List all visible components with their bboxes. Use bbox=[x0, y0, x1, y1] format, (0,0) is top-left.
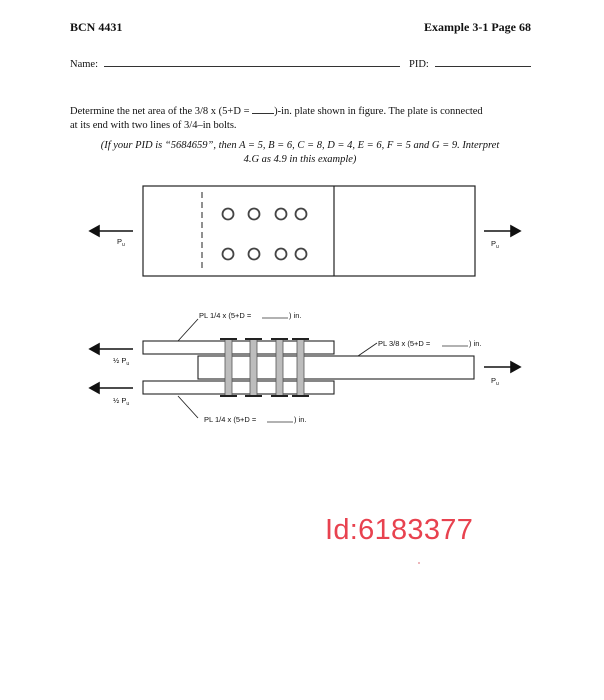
load-arrow-right-section-icon bbox=[484, 362, 520, 372]
bolt-hole bbox=[296, 209, 307, 220]
problem-line-1b: )-in. plate shown in figure. The plate is connected bbox=[274, 106, 483, 117]
half-load-label-top: ½ $P_u$ bbox=[113, 356, 130, 367]
main-plate bbox=[198, 356, 474, 379]
section-view bbox=[90, 311, 520, 424]
id-stamp: Id:6183377 bbox=[325, 514, 474, 546]
bolt-hole bbox=[223, 249, 234, 260]
leader-bottom-plate bbox=[178, 396, 198, 418]
bottom-plate-label-end: ) in. bbox=[294, 415, 307, 424]
main-plate-label: PL 3/8 x (5+D = bbox=[378, 339, 431, 348]
half-load-arrow-top-icon bbox=[90, 344, 133, 354]
bolt-hole bbox=[249, 209, 260, 220]
bolt-hole bbox=[249, 249, 260, 260]
half-load-label-bottom: ½ $P_u$ bbox=[113, 396, 130, 407]
main-plate-label-end: ) in. bbox=[469, 339, 482, 348]
load-label-right-section: $P_u$ bbox=[491, 376, 499, 387]
splice-plate-outline bbox=[143, 186, 475, 276]
name-label: Name: bbox=[70, 59, 98, 70]
course-code: BCN 4431 bbox=[70, 20, 123, 34]
top-plate-label-end: ) in. bbox=[289, 311, 302, 320]
bolt-hole bbox=[296, 249, 307, 260]
bottom-splice-plate bbox=[143, 381, 334, 394]
load-label-right: $P_u$ bbox=[491, 239, 499, 250]
bolt-hole bbox=[276, 209, 287, 220]
problem-line-1a: Determine the net area of the 3/8 x (5+D = bbox=[70, 106, 253, 117]
bolt-hole bbox=[223, 209, 234, 220]
top-splice-plate bbox=[143, 341, 334, 354]
load-arrow-right-icon bbox=[484, 226, 520, 236]
stamp-dot bbox=[418, 562, 420, 564]
load-arrow-left-icon bbox=[90, 226, 133, 236]
half-load-arrow-bottom-icon bbox=[90, 383, 133, 393]
leader-main-plate bbox=[358, 343, 377, 356]
load-label-left: $P_u$ bbox=[117, 237, 125, 248]
bolt-hole bbox=[276, 249, 287, 260]
bottom-plate-label: PL 1/4 x (5+D = bbox=[204, 415, 257, 424]
pid-label: PID: bbox=[409, 59, 429, 70]
problem-line-2: at its end with two lines of 3/4–in bolts. bbox=[70, 120, 237, 131]
plan-view bbox=[90, 186, 520, 276]
leader-top-plate bbox=[178, 319, 198, 341]
bolt-holes bbox=[223, 209, 307, 260]
pid-note-line-2: 4.G as 4.9 in this example) bbox=[243, 154, 357, 165]
top-plate-label: PL 1/4 x (5+D = bbox=[199, 311, 252, 320]
example-reference: Example 3-1 Page 68 bbox=[424, 20, 531, 34]
pid-note-line-1: (If your PID is “5684659”, then A = 5, B = 6, C = 8, D = 4, E = 6, F = 5 and G = 9. Interpret bbox=[100, 140, 500, 151]
